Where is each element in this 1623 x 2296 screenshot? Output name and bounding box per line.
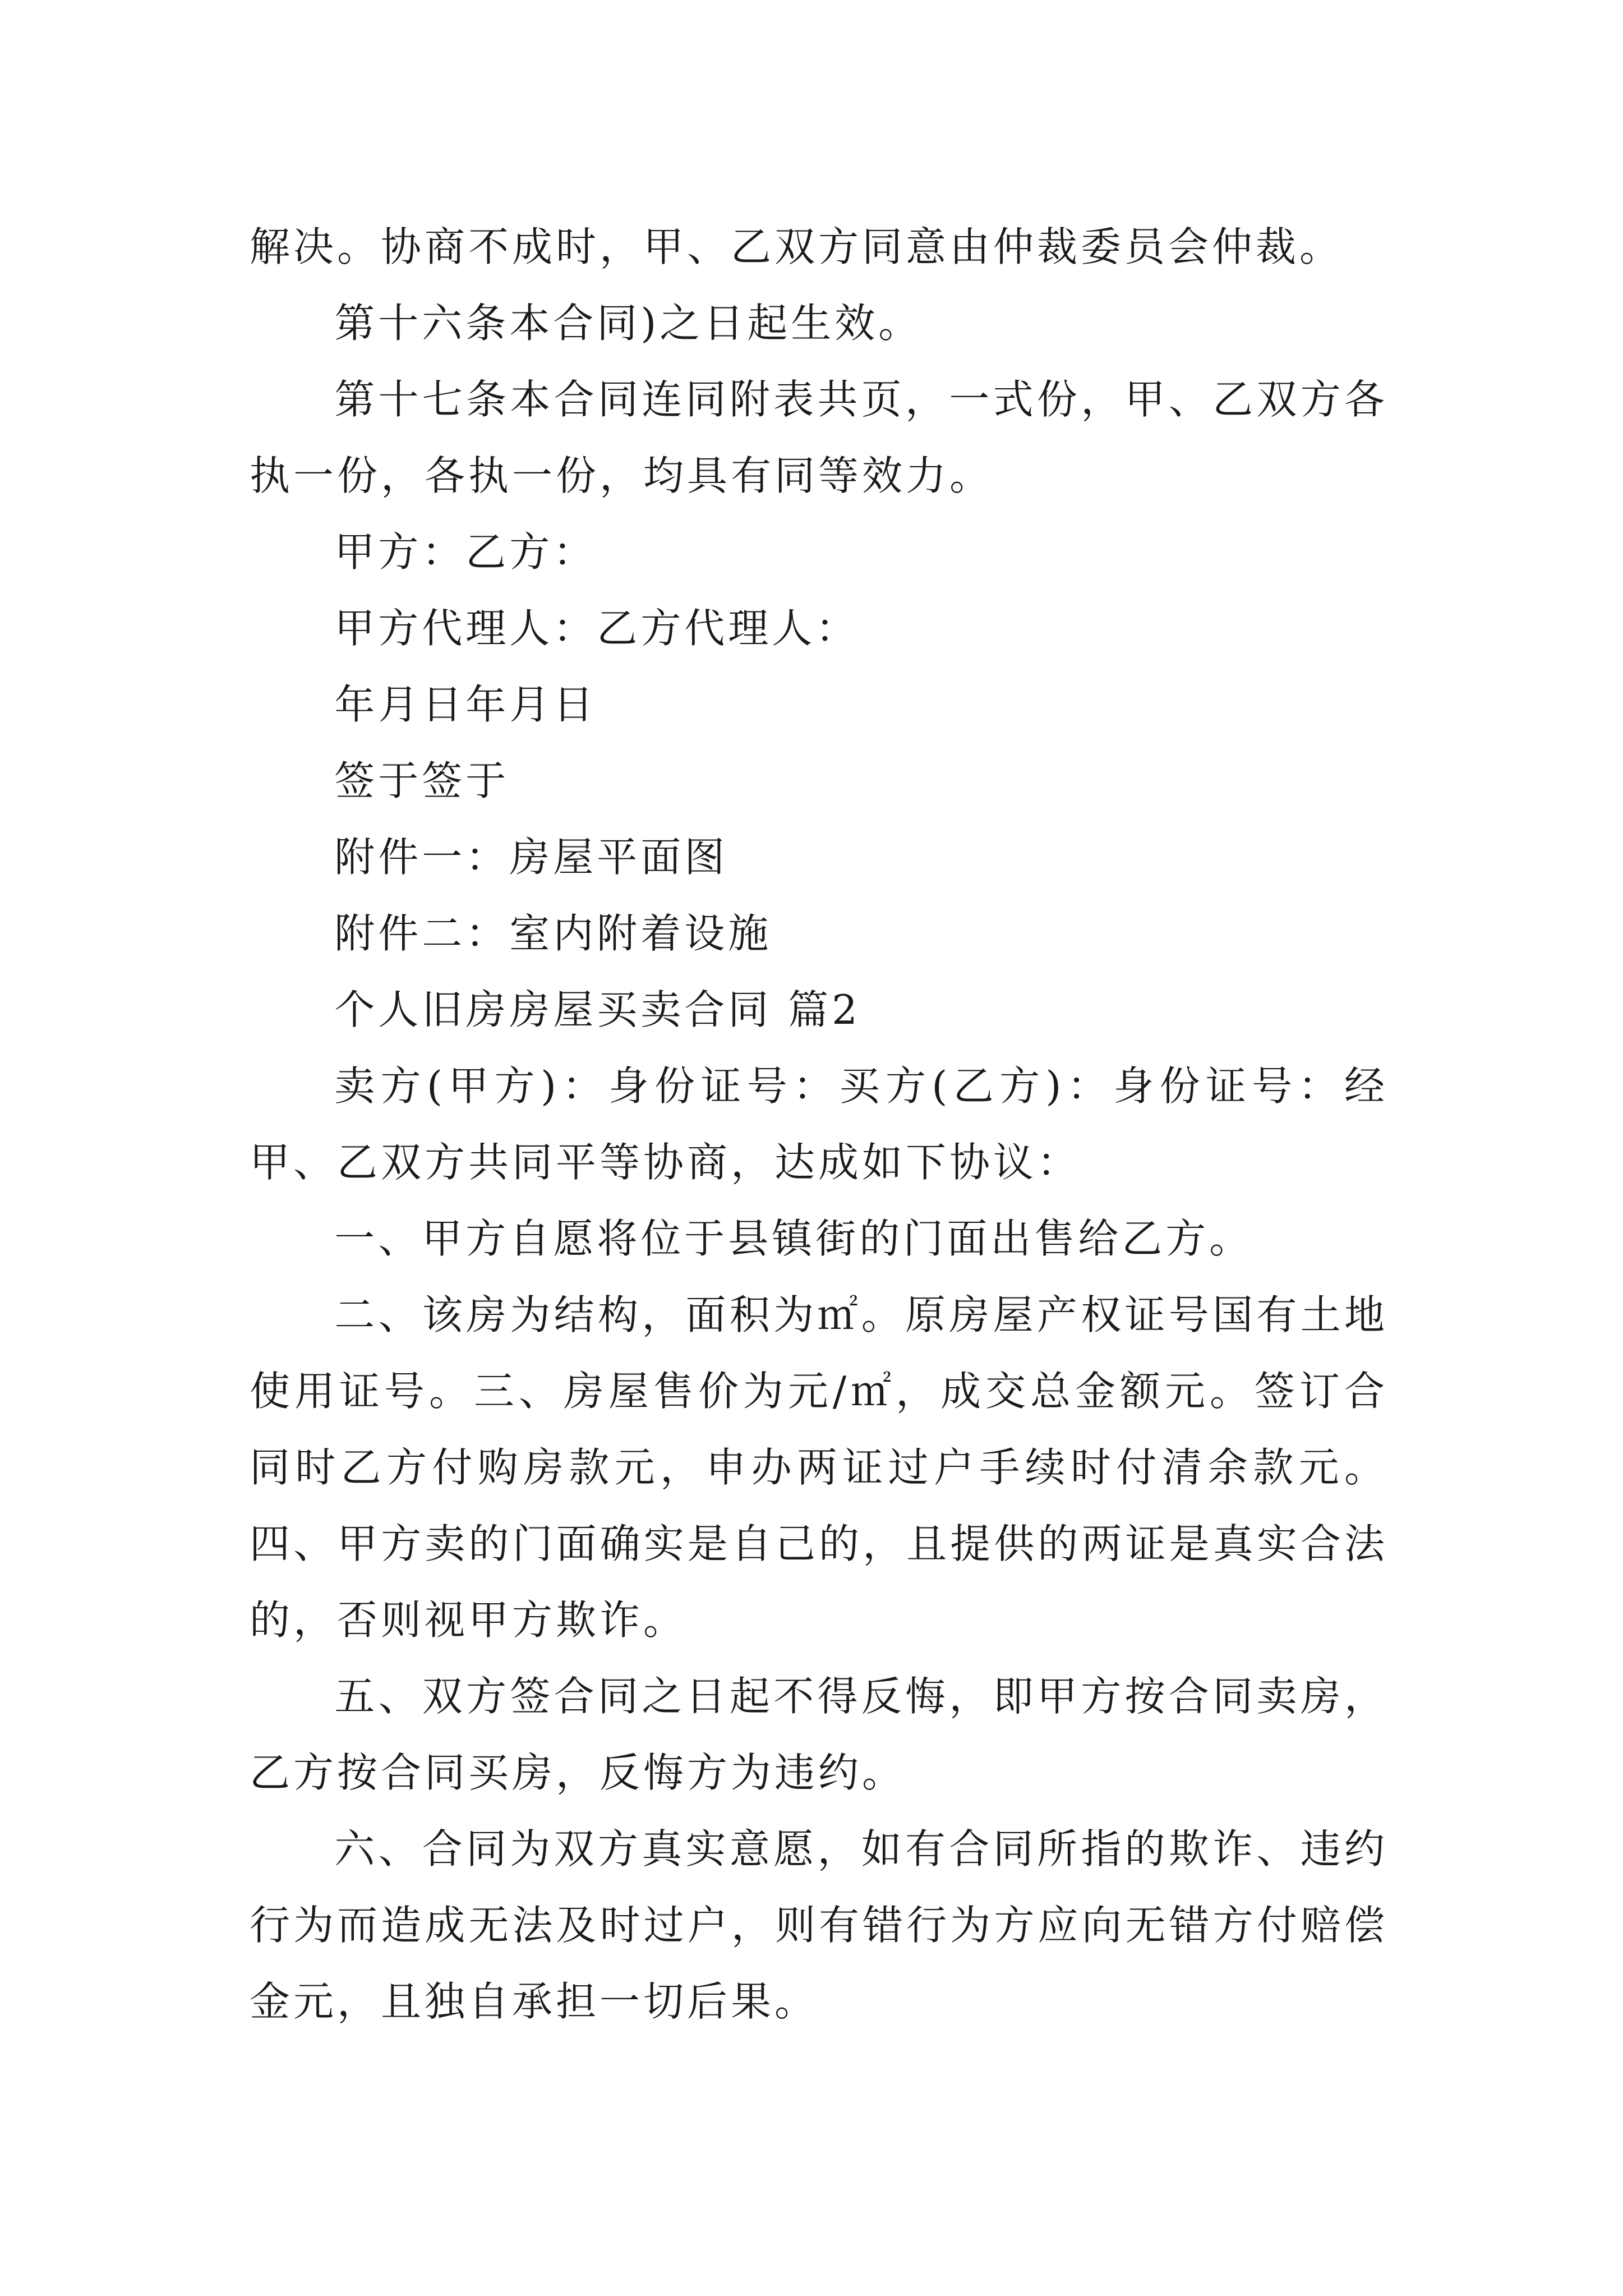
paragraph-13: 二、该房为结构，面积为㎡。原房屋产权证号国有土地使用证号。三、房屋售价为元/㎡，成交总金额元。签订合同时乙方付购房款元，申办两证过户手续时付清余款元。四、甲方卖的门面确实是自己的，且提供的两证是真实合法的，否则视甲方欺诈。 [250,1291,1388,1644]
paragraph-3: 第十七条本合同连同附表共页，一式份，甲、乙双方各执一份，各执一份，均具有同等效力。 [250,376,1388,499]
section-heading: 个人旧房房屋买卖合同 篇2 [334,986,861,1033]
paragraph-6: 年月日年月日 [334,681,597,728]
paragraph-2: 第十六条本合同)之日起生效。 [334,300,923,347]
paragraph-11: 卖方(甲方)：身份证号：买方(乙方)：身份证号：经甲、乙双方共同平等协商，达成如下协议： [250,1062,1388,1186]
paragraph-1: 解决。协商不成时，甲、乙双方同意由仲裁委员会仲裁。 [250,223,1344,270]
paragraph-7: 签于签于 [334,757,510,804]
paragraph-5: 甲方代理人：乙方代理人： [334,605,860,652]
paragraph-9: 附件二：室内附着设施 [334,910,772,957]
paragraph-4: 甲方：乙方： [334,528,597,576]
paragraph-15: 六、合同为双方真实意愿，如有合同所指的欺诈、违约行为而造成无法及时过户，则有错行为方应向无错方付赔偿金元，且独自承担一切后果。 [250,1825,1388,2025]
paragraph-14: 五、双方签合同之日起不得反悔，即甲方按合同卖房，乙方按合同买房，反悔方为违约。 [250,1673,1388,1796]
paragraph-8: 附件一：房屋平面图 [334,834,728,881]
paragraph-12: 一、甲方自愿将位于县镇街的门面出售给乙方。 [334,1215,1253,1262]
document-body [250,209,1388,2040]
